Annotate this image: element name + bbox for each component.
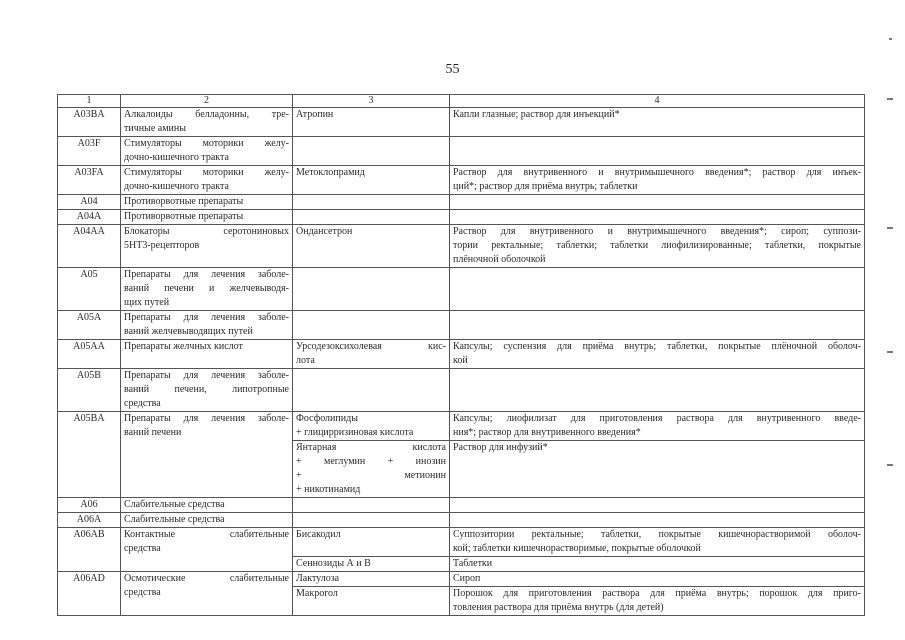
table-row (58, 268, 865, 311)
atc-code-cell: A05B (58, 369, 121, 412)
table-row (58, 513, 865, 528)
atc-code-cell: A03BA (58, 108, 121, 137)
cell-text-line: кой (453, 355, 468, 366)
cell-text-line: Фосфолипиды (296, 413, 358, 424)
cell-text-line: ваний печени, липотропные (124, 384, 289, 395)
substance-cell (293, 137, 450, 166)
atc-code-cell: A04A (58, 210, 121, 225)
cell-text-line: Препараты для лечения заболе- (124, 269, 289, 280)
atc-code-cell: A04AA (58, 225, 121, 268)
cell-text-line: Препараты для лечения заболе- (124, 312, 289, 323)
cell-text-line: дочно-кишечного тракта (124, 181, 229, 192)
table-row (58, 498, 865, 513)
dosage-form-cell (450, 441, 865, 498)
dosage-form-cell (450, 340, 865, 369)
dosage-form-cell (450, 557, 865, 572)
cell-text-line: ций*; раствор для приёма внутрь; таблетки (453, 181, 638, 192)
cell-text-line: Сироп (453, 573, 481, 584)
table-header-row (58, 95, 865, 108)
cell-text-line: Раствор для внутривенного и внутримышечного введения*; сироп; суппози- (453, 226, 861, 237)
cell-text-line: 5НТ3-рецепторов (124, 240, 200, 251)
dosage-form-cell (450, 369, 865, 412)
cell-text-line: Препараты для лечения заболе- (124, 413, 289, 424)
cell-text-line: Противорвотные препараты (124, 196, 244, 207)
dosage-form-cell (450, 166, 865, 195)
table-row (58, 225, 865, 268)
cell-text-line: + меглумин + инозин (296, 456, 446, 467)
atc-code-cell: A06 (58, 498, 121, 513)
table-row (58, 210, 865, 225)
cell-text-line: Капсулы; лиофилизат для приготовления раствора для внутривенного введе- (453, 413, 861, 424)
cell-text-line: средства (124, 398, 161, 409)
cell-text-line: + глицирризиновая кислота (296, 427, 414, 438)
cell-text-line: Таблетки (453, 558, 493, 569)
scan-mark (889, 38, 892, 40)
atc-code-cell: A06A (58, 513, 121, 528)
page-number: 55 (445, 62, 460, 77)
cell-text-line: Слабительные средства (124, 499, 225, 510)
cell-text-line: Препараты для лечения заболе- (124, 370, 289, 381)
group-name-cell (121, 340, 293, 369)
dosage-form-cell (450, 311, 865, 340)
cell-text-line: ваний печени (124, 427, 182, 438)
dosage-form-cell (450, 210, 865, 225)
dosage-form-cell (450, 268, 865, 311)
cell-text-line: Янтарная кислота (296, 442, 446, 453)
scan-mark (887, 464, 893, 466)
cell-text-line: кой; таблетки кишечнорастворимые, покрытые оболочкой (453, 543, 701, 554)
cell-text-line: тичные амины (124, 123, 186, 134)
group-name-cell (121, 528, 293, 572)
cell-text-line: Контактные слабительные (124, 529, 289, 540)
substance-cell (293, 268, 450, 311)
cell-text-line: дочно-кишечного тракта (124, 152, 229, 163)
dosage-form-cell (450, 528, 865, 557)
cell-text-line: Капли глазные; раствор для инъекций* (453, 109, 620, 120)
cell-text-line: Атропин (296, 109, 334, 120)
substance-cell (293, 108, 450, 137)
cell-text-line: Капсулы; суспензия для приёма внутрь; таблетки, покрытые плёночной оболоч- (453, 341, 861, 352)
atc-code-cell: A05BA (58, 412, 121, 498)
table-row (58, 369, 865, 412)
scan-mark (887, 351, 893, 353)
substance-cell (293, 513, 450, 528)
cell-text-line: Алкалоиды белладонны, тре- (124, 109, 289, 120)
cell-text-line: Препараты желчных кислот (124, 341, 243, 352)
cell-text-line: ваний желчевыводящих путей (124, 326, 253, 337)
cell-text-line: + метионин (296, 470, 446, 481)
cell-text-line: лота (296, 355, 315, 366)
cell-text-line: средства (124, 587, 161, 598)
substance-cell (293, 369, 450, 412)
cell-text-line: Метоклопрамид (296, 167, 365, 178)
cell-text-line: Осмотические слабительные (124, 573, 289, 584)
table-row (58, 528, 865, 557)
cell-text-line: товления раствора для приёма внутрь (для детей) (453, 602, 664, 613)
substance-cell (293, 441, 450, 498)
cell-text-line: Противорвотные препараты (124, 211, 244, 222)
cell-text-line: щих путей (124, 297, 170, 308)
table-row (58, 572, 865, 587)
atc-code-cell: A05A (58, 311, 121, 340)
cell-text-line: + никотинамид (296, 484, 361, 495)
substance-cell (293, 572, 450, 587)
substance-cell (293, 210, 450, 225)
table-body (58, 95, 865, 616)
dosage-form-cell (450, 137, 865, 166)
dosage-form-cell (450, 572, 865, 587)
scan-mark (887, 98, 893, 100)
column-header: 2 (121, 95, 293, 108)
cell-text-line: Стимуляторы моторики желу- (124, 167, 289, 178)
cell-text-line: Сеннозиды А и В (296, 558, 371, 569)
column-header: 1 (58, 95, 121, 108)
cell-text-line: Стимуляторы моторики желу- (124, 138, 289, 149)
substance-cell (293, 166, 450, 195)
dosage-form-cell (450, 498, 865, 513)
cell-text-line: тории ректальные; таблетки; таблетки лиофилизированные; таблетки, покрытые (453, 240, 861, 251)
group-name-cell (121, 268, 293, 311)
dosage-form-cell (450, 108, 865, 137)
table-row (58, 137, 865, 166)
scan-mark (887, 227, 893, 229)
group-name-cell (121, 412, 293, 498)
substance-cell (293, 225, 450, 268)
substance-cell (293, 195, 450, 210)
cell-text-line: ния*; раствор для внутривенного введения* (453, 427, 641, 438)
group-name-cell (121, 195, 293, 210)
table-row (58, 108, 865, 137)
table-row (58, 311, 865, 340)
group-name-cell (121, 137, 293, 166)
cell-text-line: средства (124, 543, 161, 554)
cell-text-line: Порошок для приготовления раствора для приёма внутрь; порошок для приго- (453, 588, 861, 599)
cell-text-line: Макрогол (296, 588, 338, 599)
group-name-cell (121, 311, 293, 340)
cell-text-line: Ондансетрон (296, 226, 353, 237)
dosage-form-cell (450, 412, 865, 441)
table-row (58, 340, 865, 369)
cell-text-line: плёночной оболочкой (453, 254, 546, 265)
cell-text-line: Суппозитории ректальные; таблетки, покрытые кишечнорастворимой оболоч- (453, 529, 861, 540)
group-name-cell (121, 210, 293, 225)
atc-code-cell: A05 (58, 268, 121, 311)
atc-code-cell: A03F (58, 137, 121, 166)
atc-code-cell: A06AB (58, 528, 121, 572)
column-header: 3 (293, 95, 450, 108)
cell-text-line: ваний печени и желчевыводя- (124, 283, 289, 294)
atc-code-cell: A03FA (58, 166, 121, 195)
table-row (58, 195, 865, 210)
atc-code-cell: A04 (58, 195, 121, 210)
substance-cell (293, 498, 450, 513)
cell-text-line: Урсодезоксихолевая кис- (296, 341, 446, 352)
group-name-cell (121, 513, 293, 528)
dosage-form-cell (450, 225, 865, 268)
group-name-cell (121, 498, 293, 513)
cell-text-line: Раствор для инфузий* (453, 442, 548, 453)
cell-text-line: Лактулоза (296, 573, 340, 584)
dosage-form-cell (450, 587, 865, 616)
cell-text-line: Раствор для внутривенного и внутримышечного введения*; раствор для инъек- (453, 167, 861, 178)
group-name-cell (121, 572, 293, 616)
substance-cell (293, 340, 450, 369)
substance-cell (293, 528, 450, 557)
group-name-cell (121, 166, 293, 195)
substance-cell (293, 412, 450, 441)
drug-table (57, 94, 865, 616)
column-header: 4 (450, 95, 865, 108)
table-row (58, 166, 865, 195)
substance-cell (293, 587, 450, 616)
cell-text-line: Блокаторы серотониновых (124, 226, 289, 237)
atc-code-cell: A05AA (58, 340, 121, 369)
atc-code-cell: A06AD (58, 572, 121, 616)
table-row (58, 412, 865, 441)
substance-cell (293, 311, 450, 340)
group-name-cell (121, 369, 293, 412)
group-name-cell (121, 225, 293, 268)
dosage-form-cell (450, 195, 865, 210)
cell-text-line: Бисакодил (296, 529, 341, 540)
substance-cell (293, 557, 450, 572)
group-name-cell (121, 108, 293, 137)
dosage-form-cell (450, 513, 865, 528)
cell-text-line: Слабительные средства (124, 514, 225, 525)
